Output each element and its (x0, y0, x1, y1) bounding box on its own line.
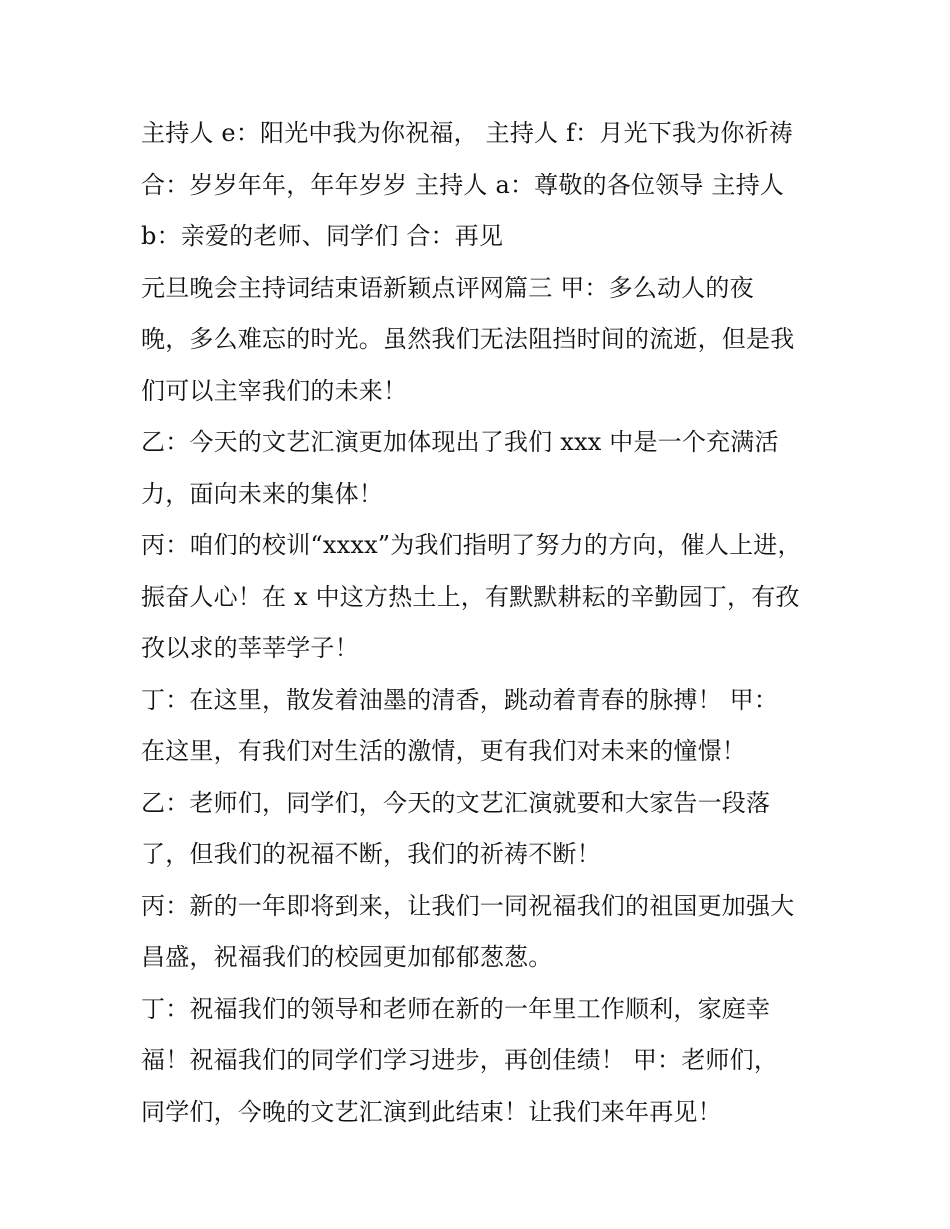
text-line: 乙：今天的文艺汇演更加体现出了我们 xxx 中是一个充满活 (141, 428, 779, 456)
text-line: 丙：新的一年即将到来，让我们一同祝福我们的祖国更加强大 (141, 891, 795, 920)
text-line: 振奋人心！在 x 中这方热土上，有默默耕耘的辛勤园丁，有孜 (141, 582, 800, 611)
text-line: 丙：咱们的校训“xxxx”为我们指明了努力的方向，催人上进， (141, 531, 802, 559)
document-body (141, 108, 831, 1138)
text-line: 福！祝福我们的同学们学习进步，再创佳绩！ 甲：老师们， (141, 1046, 779, 1074)
text-line: b：亲爱的老师、同学们 合：再见 (141, 222, 504, 250)
text-line: 孜以求的莘莘学子！ (141, 634, 359, 662)
text-line: 了，但我们的祝福不断，我们的祈祷不断！ (141, 840, 601, 868)
text-line: 力，面向未来的集体！ (141, 479, 383, 508)
text-line: 乙：老师们，同学们，今天的文艺汇演就要和大家告一段落 (141, 788, 771, 817)
text-line: 同学们，今晚的文艺汇演到此结束！让我们来年再见！ (141, 1097, 722, 1126)
text-line: 元旦晚会主持词结束语新颖点评网篇三 甲：多么动人的夜 (141, 273, 754, 302)
text-line: 合：岁岁年年，年年岁岁 主持人 a：尊敬的各位领导 主持人 (141, 170, 784, 199)
text-line: 主持人 e：阳光中我为你祝福， 主持人 f：月光下我为你祈祷 (141, 119, 793, 147)
text-line: 们可以主宰我们的未来！ (141, 376, 408, 405)
text-line: 丁：在这里，散发着油墨的清香，跳动着青春的脉搏！ 甲： (141, 685, 779, 714)
text-line: 昌盛，祝福我们的校园更加郁郁葱葱。 (141, 943, 553, 971)
text-line: 在这里，有我们对生活的激情，更有我们对未来的憧憬！ (141, 737, 746, 765)
text-line: 丁：祝福我们的领导和老师在新的一年里工作顺利，家庭幸 (141, 994, 771, 1023)
text-line: 晚，多么难忘的时光。虽然我们无法阻挡时间的流逝，但是我 (141, 325, 795, 353)
